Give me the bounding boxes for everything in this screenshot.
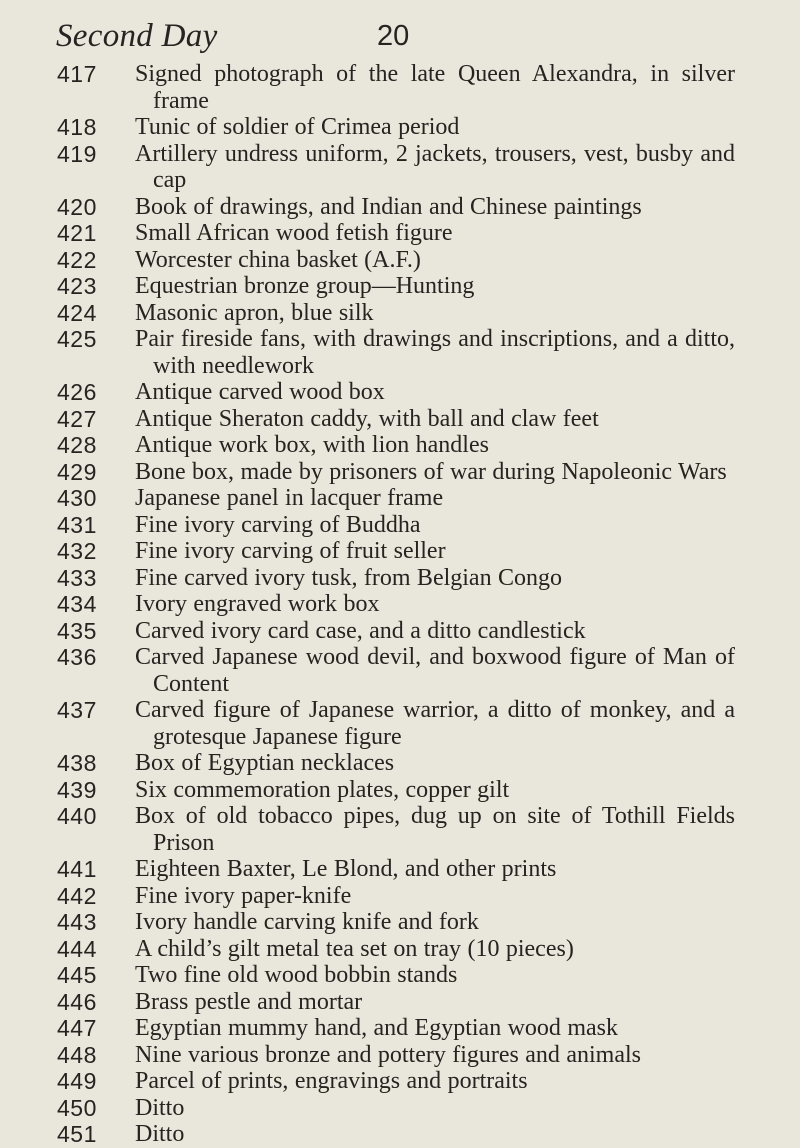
lot-number: 421 bbox=[57, 220, 97, 246]
lot-number: 424 bbox=[57, 299, 97, 326]
lot-number: 423 bbox=[57, 273, 97, 299]
lot-number: 418 bbox=[57, 114, 97, 140]
lot-description: Antique carved wood box bbox=[135, 379, 385, 405]
lot-row bbox=[0, 1121, 800, 1148]
lot-number: 425 bbox=[57, 326, 97, 352]
lot-row bbox=[0, 300, 800, 327]
lot-description: Bone box, made by prisoners of war during Napoleonic Wars bbox=[135, 458, 727, 485]
lot-number: 447 bbox=[57, 1015, 97, 1041]
lot-description: Ivory handle carving knife and fork bbox=[135, 909, 479, 935]
lot-description: Masonic apron, blue silk bbox=[135, 299, 374, 326]
lot-row bbox=[0, 512, 800, 539]
lot-row bbox=[0, 909, 800, 936]
lot-description: Carved figure of Japanese warrior, a ditto of monkey, and a grotesque Japanese figure bbox=[135, 697, 735, 750]
lot-description: Fine ivory carving of fruit seller bbox=[135, 538, 446, 564]
lot-description: Japanese panel in lacquer frame bbox=[135, 485, 444, 511]
lot-number: 417 bbox=[57, 61, 97, 87]
lot-number: 434 bbox=[57, 591, 97, 617]
lot-number: 435 bbox=[57, 617, 97, 644]
lot-number: 431 bbox=[57, 511, 97, 538]
lot-row bbox=[0, 644, 800, 697]
lot-row bbox=[0, 406, 800, 433]
lot-number: 432 bbox=[57, 538, 97, 564]
lot-description: Carved ivory card case, and a ditto candlestick bbox=[135, 617, 586, 644]
page-number: 20 bbox=[377, 20, 410, 52]
lot-number: 445 bbox=[57, 962, 97, 988]
lot-row bbox=[0, 697, 800, 750]
lot-description: Book of drawings, and Indian and Chinese paintings bbox=[135, 193, 642, 220]
section-title: Second Day bbox=[56, 18, 218, 54]
lot-number: 422 bbox=[57, 246, 97, 273]
lot-description: Six commemoration plates, copper gilt bbox=[135, 776, 510, 803]
lot-number: 449 bbox=[57, 1068, 97, 1094]
lot-row bbox=[0, 1068, 800, 1095]
lot-row bbox=[0, 1042, 800, 1069]
lot-description: Small African wood fetish figure bbox=[135, 220, 453, 246]
lot-row bbox=[0, 485, 800, 512]
lot-row bbox=[0, 962, 800, 989]
lot-row bbox=[0, 856, 800, 883]
lot-number: 433 bbox=[57, 564, 97, 591]
page-header bbox=[0, 14, 800, 54]
lot-description: Parcel of prints, engravings and portraits bbox=[135, 1068, 528, 1094]
lot-list bbox=[0, 61, 800, 1148]
lot-row bbox=[0, 220, 800, 247]
lot-description: Antique Sheraton caddy, with ball and claw feet bbox=[135, 405, 599, 432]
lot-number: 419 bbox=[57, 140, 97, 167]
lot-number: 446 bbox=[57, 988, 97, 1015]
lot-description: Worcester china basket (A.F.) bbox=[135, 246, 421, 273]
lot-row bbox=[0, 618, 800, 645]
lot-description: Brass pestle and mortar bbox=[135, 988, 363, 1015]
lot-row bbox=[0, 379, 800, 406]
lot-number: 420 bbox=[57, 193, 97, 220]
lot-description: Egyptian mummy hand, and Egyptian wood mask bbox=[135, 1015, 618, 1041]
lot-row bbox=[0, 247, 800, 274]
lot-row bbox=[0, 194, 800, 221]
lot-description: Fine ivory carving of Buddha bbox=[135, 511, 421, 538]
lot-row bbox=[0, 883, 800, 910]
lot-number: 451 bbox=[57, 1121, 97, 1147]
lot-number: 439 bbox=[57, 776, 97, 803]
lot-number: 437 bbox=[57, 697, 97, 723]
lot-row bbox=[0, 750, 800, 777]
lot-row bbox=[0, 141, 800, 194]
lot-number: 448 bbox=[57, 1041, 97, 1068]
lot-number: 436 bbox=[57, 644, 97, 670]
lot-row bbox=[0, 538, 800, 565]
lot-row bbox=[0, 565, 800, 592]
lot-description: Carved Japanese wood devil, and boxwood figure of Man of Content bbox=[135, 644, 735, 697]
lot-number: 440 bbox=[57, 803, 97, 829]
lot-row bbox=[0, 803, 800, 856]
lot-row bbox=[0, 459, 800, 486]
lot-description: Fine carved ivory tusk, from Belgian Congo bbox=[135, 564, 562, 591]
lot-number: 450 bbox=[57, 1094, 97, 1121]
lot-description: Tunic of soldier of Crimea period bbox=[135, 114, 460, 140]
lot-row bbox=[0, 114, 800, 141]
lot-description: Signed photograph of the late Queen Alexandra, in silver frame bbox=[135, 61, 735, 114]
lot-row bbox=[0, 1015, 800, 1042]
lot-number: 441 bbox=[57, 856, 97, 882]
lot-number: 442 bbox=[57, 882, 97, 909]
lot-number: 443 bbox=[57, 909, 97, 935]
lot-description: Ditto bbox=[135, 1121, 185, 1147]
lot-number: 438 bbox=[57, 750, 97, 776]
lot-description: Box of old tobacco pipes, dug up on site of Tothill Fields Prison bbox=[135, 803, 735, 856]
lot-row bbox=[0, 326, 800, 379]
lot-number: 428 bbox=[57, 432, 97, 458]
lot-description: Equestrian bronze group—Hunting bbox=[135, 273, 475, 299]
lot-description: Two fine old wood bobbin stands bbox=[135, 962, 458, 988]
lot-row bbox=[0, 432, 800, 459]
lot-row bbox=[0, 1095, 800, 1122]
lot-description: Fine ivory paper-knife bbox=[135, 882, 352, 909]
lot-number: 429 bbox=[57, 458, 97, 485]
lot-description: Artillery undress uniform, 2 jackets, trousers, vest, busby and cap bbox=[135, 140, 735, 193]
lot-row bbox=[0, 591, 800, 618]
lot-description: A child’s gilt metal tea set on tray (10 pieces) bbox=[135, 935, 574, 962]
lot-description: Eighteen Baxter, Le Blond, and other prints bbox=[135, 856, 557, 882]
lot-description: Box of Egyptian necklaces bbox=[135, 750, 395, 776]
lot-number: 426 bbox=[57, 379, 97, 405]
lot-row bbox=[0, 936, 800, 963]
lot-row bbox=[0, 777, 800, 804]
lot-description: Antique work box, with lion handles bbox=[135, 432, 489, 458]
lot-row bbox=[0, 273, 800, 300]
lot-description: Ivory engraved work box bbox=[135, 591, 380, 617]
lot-description: Ditto bbox=[135, 1094, 185, 1121]
lot-description: Nine various bronze and pottery figures and animals bbox=[135, 1041, 641, 1068]
lot-row bbox=[0, 61, 800, 114]
lot-description: Pair fireside fans, with drawings and inscriptions, and a ditto, with needlework bbox=[135, 326, 735, 379]
lot-number: 430 bbox=[57, 485, 97, 511]
lot-number: 444 bbox=[57, 935, 97, 962]
lot-row bbox=[0, 989, 800, 1016]
lot-number: 427 bbox=[57, 405, 97, 432]
